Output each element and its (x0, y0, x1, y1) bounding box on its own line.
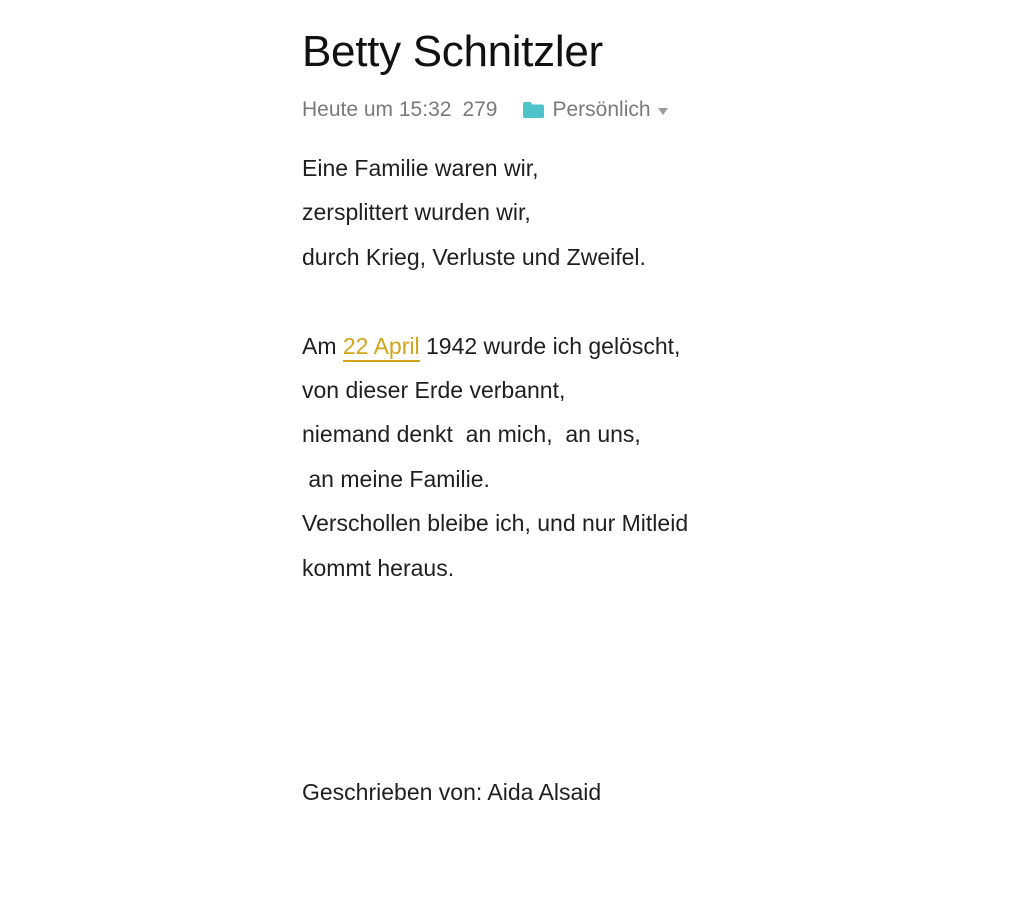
body-line: zersplittert wurden wir, (302, 199, 531, 226)
body-line: Verschollen bleibe ich, und nur Mitleid (302, 510, 689, 537)
caret-down-icon (658, 108, 668, 115)
line-prefix: Am (302, 332, 343, 359)
note-timestamp: Heute um 15:32 (302, 98, 452, 121)
date-link[interactable]: 22 April (343, 333, 420, 362)
note-meta (302, 96, 922, 124)
folder-icon (522, 101, 545, 119)
body-line: kommt heraus. (302, 554, 455, 581)
blank-line (302, 279, 922, 323)
note-view (302, 22, 922, 590)
author-line: Geschrieben von: Aida Alsaid (302, 779, 602, 805)
body-line-with-date (302, 324, 922, 368)
body-line: von dieser Erde verbannt, (302, 376, 566, 403)
folder-selector[interactable] (522, 98, 667, 122)
body-line: Eine Familie waren wir, (302, 155, 539, 181)
note-body[interactable] (302, 146, 922, 590)
line-suffix: 1942 wurde ich gelöscht, (419, 332, 681, 359)
folder-label: Persönlich (552, 98, 651, 121)
body-line: durch Krieg, Verluste und Zweifel. (302, 243, 646, 270)
body-line: an meine Familie. (302, 465, 490, 492)
body-line: niemand denkt an mich, an uns, (302, 421, 641, 448)
note-title[interactable]: Betty Schnitzler (302, 27, 603, 76)
note-character-count: 279 (462, 98, 498, 121)
